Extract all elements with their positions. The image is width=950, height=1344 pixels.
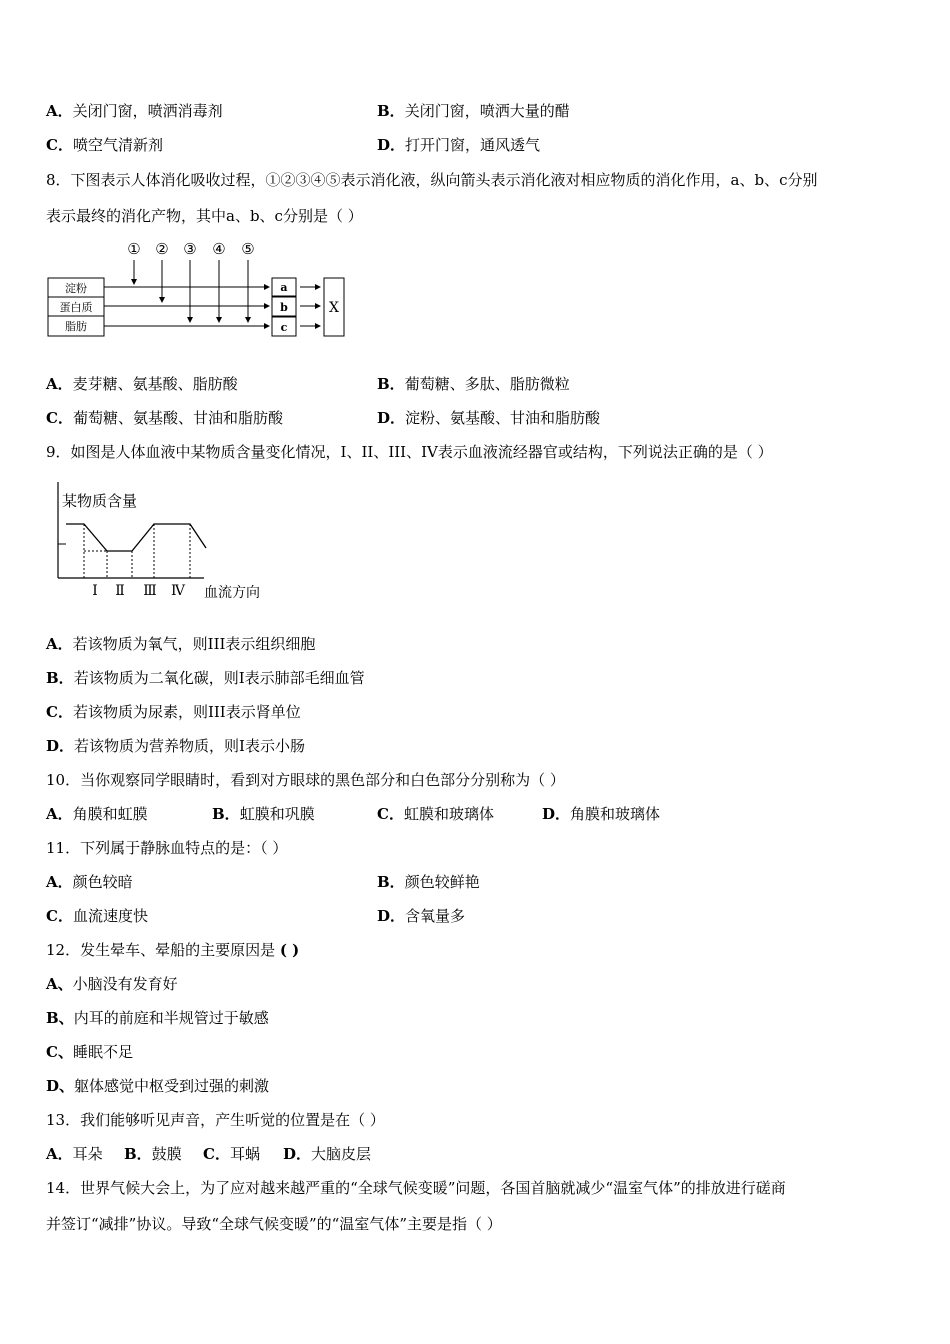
result-x: X xyxy=(329,300,339,316)
q10-option-a[interactable]: A．角膜和虹膜 xyxy=(46,805,148,823)
q9-option-a[interactable]: A．若该物质为氧气，则III表示组织细胞 xyxy=(46,635,316,653)
digestive-juice-1: ① xyxy=(127,240,141,258)
q13-stem: 13．我们能够听见声音，产生听觉的位置是在（ ） xyxy=(46,1111,385,1129)
q12-stem: 12．发生晕车、晕船的主要原因是 ( ) xyxy=(46,941,300,959)
q11-option-c[interactable]: C．血流速度快 xyxy=(46,907,148,925)
q7-option-a[interactable]: A．关闭门窗，喷洒消毒剂 xyxy=(46,102,223,120)
q11-option-a[interactable]: A．颜色较暗 xyxy=(46,873,133,891)
q11-option-d[interactable]: D．含氧量多 xyxy=(377,907,466,925)
digestive-juice-2: ② xyxy=(155,240,169,258)
digestive-juice-3: ③ xyxy=(183,240,197,258)
substance-protein: 蛋白质 xyxy=(59,301,93,314)
product-b: b xyxy=(280,301,288,314)
q13-option-a[interactable]: A．耳朵 xyxy=(46,1145,103,1163)
q7-option-c[interactable]: C．喷空气清新剂 xyxy=(46,136,163,154)
q12-option-b[interactable]: B、内耳的前庭和半规管过于敏感 xyxy=(46,1009,269,1027)
y-axis-label: 某物质含量 xyxy=(62,492,138,510)
digestive-juice-5: ⑤ xyxy=(241,240,255,258)
q12-option-c[interactable]: C、睡眠不足 xyxy=(46,1043,133,1061)
q8-digestion-diagram xyxy=(44,238,354,338)
q8-option-a[interactable]: A．麦芽糖、氨基酸、脂肪酸 xyxy=(46,375,238,393)
q12-option-a[interactable]: A、小脑没有发育好 xyxy=(46,975,178,993)
q14-stem-line1: 14．世界气候大会上，为了应对越来越严重的“全球气候变暖”问题，各国首脑就减少“温室气体”的排放进行磋商 xyxy=(46,1179,786,1197)
q8-stem-line1: 8．下图表示人体消化吸收过程，①②③④⑤表示消化液，纵向箭头表示消化液对相应物质的消化作用，a、b、c分别 xyxy=(46,171,818,189)
q9-option-d[interactable]: D．若该物质为营养物质，则I表示小肠 xyxy=(46,737,305,755)
q9-option-b[interactable]: B．若该物质为二氧化碳，则I表示肺部毛细血管 xyxy=(46,669,365,687)
q11-stem: 11．下列属于静脉血特点的是：（ ） xyxy=(46,839,288,857)
q11-option-b[interactable]: B．颜色较鲜艳 xyxy=(377,873,480,891)
q10-stem: 10．当你观察同学眼睛时，看到对方眼球的黑色部分和白色部分分别称为（ ） xyxy=(46,771,565,789)
tick-label-1: Ⅰ xyxy=(92,583,98,599)
digestive-juice-4: ④ xyxy=(212,240,226,258)
q8-option-b[interactable]: B．葡萄糖、多肽、脂肪微粒 xyxy=(377,375,570,393)
q13-option-c[interactable]: C．耳蜗 xyxy=(203,1145,260,1163)
q8-stem-line2: 表示最终的消化产物，其中a、b、c分别是（ ） xyxy=(46,207,363,225)
q8-option-d[interactable]: D．淀粉、氨基酸、甘油和脂肪酸 xyxy=(377,409,601,427)
q12-option-d[interactable]: D、躯体感觉中枢受到过强的刺激 xyxy=(46,1077,270,1095)
q10-option-b[interactable]: B．虹膜和巩膜 xyxy=(212,805,315,823)
q13-option-d[interactable]: D．大脑皮层 xyxy=(283,1145,372,1163)
q9-stem: 9．如图是人体血液中某物质含量变化情况，I、II、III、IV表示血液流经器官或结构，下列说法正确的是（ ） xyxy=(46,443,773,461)
tick-label-4: Ⅳ xyxy=(171,583,185,599)
substance-starch: 淀粉 xyxy=(65,282,87,295)
x-axis-label: 血流方向 xyxy=(204,585,260,601)
product-c: c xyxy=(280,321,288,334)
q9-option-c[interactable]: C．若该物质为尿素，则III表示肾单位 xyxy=(46,703,301,721)
q8-option-c[interactable]: C．葡萄糖、氨基酸、甘油和脂肪酸 xyxy=(46,409,283,427)
tick-label-3: Ⅲ xyxy=(143,583,157,599)
q10-option-c[interactable]: C．虹膜和玻璃体 xyxy=(377,805,494,823)
q7-option-d[interactable]: D．打开门窗，通风透气 xyxy=(377,136,541,154)
q7-option-b[interactable]: B．关闭门窗，喷洒大量的醋 xyxy=(377,102,570,120)
product-a: a xyxy=(280,281,288,294)
q13-option-b[interactable]: B．鼓膜 xyxy=(124,1145,182,1163)
q10-option-d[interactable]: D．角膜和玻璃体 xyxy=(542,805,661,823)
q14-stem-line2: 并签订“减排”协议。导致“全球气候变暖”的“温室气体”主要是指（ ） xyxy=(46,1215,502,1233)
tick-label-2: Ⅱ xyxy=(115,583,125,599)
substance-fat: 脂肪 xyxy=(65,320,87,333)
q9-blood-substance-chart xyxy=(44,476,284,606)
